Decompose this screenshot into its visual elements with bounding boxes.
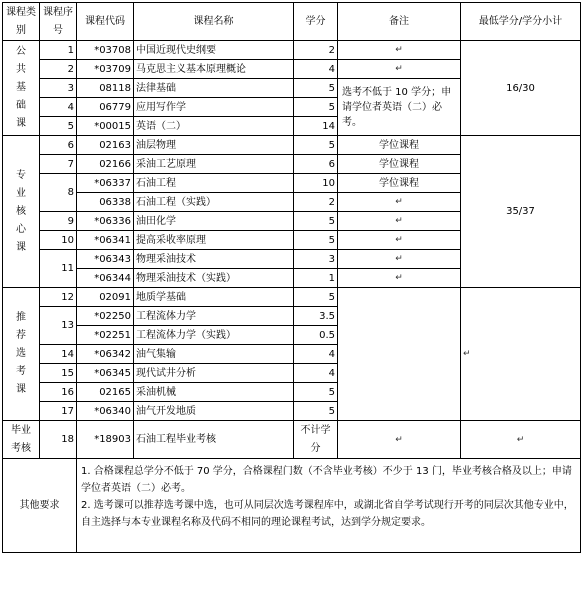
note-1: 1. 合格课程总学分不低于 70 学分，合格课程门数（不含毕业考核）不少于 13 门，毕业考核合格及以上；申请学位者英语（二）必考。 [81, 466, 572, 494]
code-cell: 02165 [77, 383, 134, 402]
seq-cell: 5 [40, 117, 77, 136]
remark-cell [338, 212, 461, 231]
header-remark: 备注 [338, 3, 461, 41]
code-cell: *02250 [77, 307, 134, 326]
seq-cell: 9 [40, 212, 77, 231]
category-public: 公共基础课 [3, 41, 40, 136]
cell-mark: ↵ [395, 216, 403, 226]
remark-cell [338, 41, 461, 60]
name-cell: 英语（二） [134, 117, 294, 136]
credit-cell: 5 [294, 231, 338, 250]
header-category: 课程类别 [3, 3, 40, 41]
seq-cell: 3 [40, 79, 77, 98]
name-cell: 物理采油技术 [134, 250, 294, 269]
seq-cell: 2 [40, 60, 77, 79]
credit-cell: 14 [294, 117, 338, 136]
seq-cell: 14 [40, 345, 77, 364]
seq-cell: 17 [40, 402, 77, 421]
cell-mark: ↵ [395, 64, 403, 74]
remark-cell: 学位课程 [338, 136, 461, 155]
name-cell: 油气开发地质 [134, 402, 294, 421]
seq-cell: 10 [40, 231, 77, 250]
code-cell: *18903 [77, 421, 134, 459]
table-row [3, 288, 581, 307]
code-cell: *00015 [77, 117, 134, 136]
name-cell: 油气集输 [134, 345, 294, 364]
name-cell: 法律基础 [134, 79, 294, 98]
code-cell: 06779 [77, 98, 134, 117]
other-requirements-label: 其他要求 [3, 459, 77, 553]
cell-mark: ↵ [395, 434, 403, 445]
name-cell: 提高采收率原理 [134, 231, 294, 250]
table-row [3, 421, 581, 459]
remark-cell [338, 269, 461, 288]
name-cell: 工程流体力学（实践） [134, 326, 294, 345]
name-cell: 应用写作学 [134, 98, 294, 117]
seq-cell: 6 [40, 136, 77, 155]
name-cell: 油田化学 [134, 212, 294, 231]
credit-cell: 6 [294, 155, 338, 174]
code-cell: *06336 [77, 212, 134, 231]
remark-cell [338, 193, 461, 212]
code-cell: *06344 [77, 269, 134, 288]
seq-cell: 15 [40, 364, 77, 383]
credit-cell: 5 [294, 383, 338, 402]
name-cell: 石油工程 [134, 174, 294, 193]
seq-cell: 4 [40, 98, 77, 117]
code-cell: *06341 [77, 231, 134, 250]
seq-cell: 13 [40, 307, 77, 345]
core-min-credit: 35/37 [461, 136, 581, 288]
public-remark: 选考不低于 10 学分；申请学位者英语（二）必考。 [338, 79, 461, 136]
credit-cell: 3.5 [294, 307, 338, 326]
cell-mark: ↵ [516, 434, 525, 445]
name-cell: 地质学基础 [134, 288, 294, 307]
cell-mark: ↵ [395, 197, 403, 207]
credit-cell: 5 [294, 288, 338, 307]
credit-cell: 3 [294, 250, 338, 269]
credit-cell: 4 [294, 345, 338, 364]
code-cell: 02166 [77, 155, 134, 174]
credit-cell: 1 [294, 269, 338, 288]
seq-cell: 12 [40, 288, 77, 307]
category-graduation: 毕业考核 [3, 421, 40, 459]
name-cell: 现代试井分析 [134, 364, 294, 383]
seq-cell: 1 [40, 41, 77, 60]
other-requirements-notes [77, 459, 581, 553]
cell-mark: ↵ [463, 349, 471, 359]
course-table [2, 2, 581, 553]
seq-cell: 16 [40, 383, 77, 402]
name-cell: 石油工程毕业考核 [134, 421, 294, 459]
credit-cell: 4 [294, 60, 338, 79]
name-cell: 物理采油技术（实践） [134, 269, 294, 288]
remark-cell: 学位课程 [338, 155, 461, 174]
category-core: 专业核心课 [3, 136, 40, 288]
note-2: 2. 选考课可以推荐选考课中选，也可从同层次选考课程库中，或湖北省自学考试现行开考的同层次其他专业中，自主选择与本专业课程名称及代码不相同的理论课程考试，达到学分规定要求。 [81, 500, 574, 528]
credit-cell: 5 [294, 98, 338, 117]
code-cell: *03709 [77, 60, 134, 79]
code-cell: *06340 [77, 402, 134, 421]
credit-cell: 不计学分 [294, 421, 338, 459]
credit-cell: 5 [294, 402, 338, 421]
code-cell: *06342 [77, 345, 134, 364]
cell-mark: ↵ [395, 235, 403, 245]
header-code: 课程代码 [77, 3, 134, 41]
seq-cell: 18 [40, 421, 77, 459]
other-requirements-row [3, 459, 581, 553]
table-row [3, 136, 581, 155]
code-cell: 02091 [77, 288, 134, 307]
credit-cell: 10 [294, 174, 338, 193]
table-row [3, 41, 581, 60]
code-cell: *02251 [77, 326, 134, 345]
header-min-credit: 最低学分/学分小计 [461, 3, 581, 41]
name-cell: 中国近现代史纲要 [134, 41, 294, 60]
credit-cell: 4 [294, 364, 338, 383]
name-cell: 马克思主义基本原理概论 [134, 60, 294, 79]
remark-cell [338, 250, 461, 269]
elective-min-credit [461, 288, 581, 421]
name-cell: 工程流体力学 [134, 307, 294, 326]
credit-cell: 0.5 [294, 326, 338, 345]
header-row [3, 3, 581, 41]
name-cell: 采油机械 [134, 383, 294, 402]
code-cell: *06337 [77, 174, 134, 193]
cell-mark: ↵ [395, 254, 403, 264]
header-name: 课程名称 [134, 3, 294, 41]
name-cell: 石油工程（实践） [134, 193, 294, 212]
name-cell: 油层物理 [134, 136, 294, 155]
credit-cell: 5 [294, 212, 338, 231]
code-cell: 06338 [77, 193, 134, 212]
seq-cell: 8 [40, 174, 77, 212]
remark-cell: 学位课程 [338, 174, 461, 193]
remark-cell [338, 421, 461, 459]
credit-cell: 5 [294, 136, 338, 155]
name-cell: 采油工艺原理 [134, 155, 294, 174]
seq-cell: 7 [40, 155, 77, 174]
cell-mark: ↵ [395, 273, 403, 283]
category-elective: 推荐选考课 [3, 288, 40, 421]
credit-cell: 2 [294, 193, 338, 212]
elective-remark [338, 288, 461, 421]
code-cell: 08118 [77, 79, 134, 98]
code-cell: *06345 [77, 364, 134, 383]
header-credit: 学分 [294, 3, 338, 41]
remark-cell [338, 231, 461, 250]
header-seq: 课程序号 [40, 3, 77, 41]
credit-cell: 5 [294, 79, 338, 98]
code-cell: 02163 [77, 136, 134, 155]
seq-cell: 11 [40, 250, 77, 288]
public-min-credit: 16/30 [461, 41, 581, 136]
code-cell: *03708 [77, 41, 134, 60]
min-credit-cell [461, 421, 581, 459]
credit-cell: 2 [294, 41, 338, 60]
remark-cell [338, 60, 461, 79]
cell-mark: ↵ [395, 45, 403, 55]
code-cell: *06343 [77, 250, 134, 269]
